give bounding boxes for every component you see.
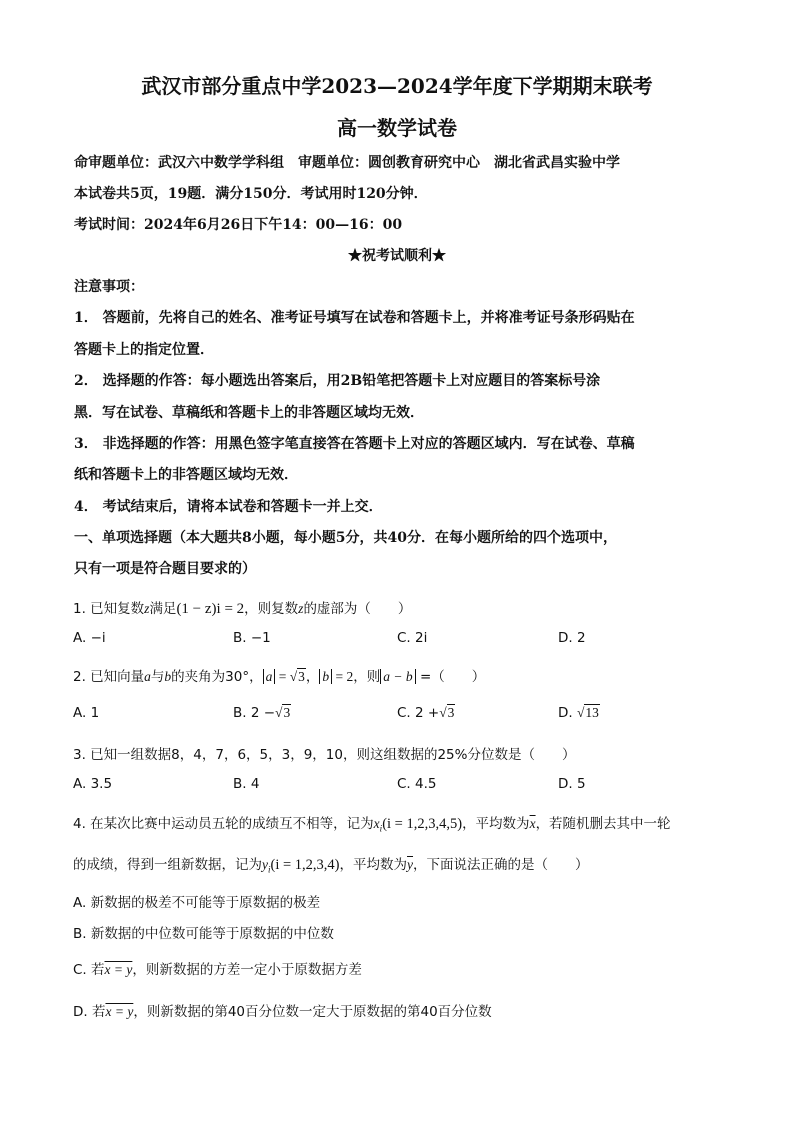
notice-item-2a: 2． 选择题的作答：每小题选出答案后，用2B铅笔把答题卡上对应题目的答案标号涂: [74, 373, 601, 389]
q4-line1-pre: 4. 在某次比赛中运动员五轮的成绩互不相等，记为: [73, 816, 374, 832]
q2-with: 与: [150, 669, 165, 685]
q4-option-d-eq: x = y: [105, 1004, 134, 1019]
q3-option-d: D. 5: [558, 776, 586, 792]
q4-x: x: [373, 816, 380, 831]
q4-y-sub: i: [268, 864, 271, 875]
question-2: [73, 665, 485, 685]
q2-option-b: [233, 705, 291, 721]
q4-option-c-eq: x = y: [104, 962, 133, 977]
q2-eq2: = 2，则: [332, 669, 381, 684]
q4-x-sub: i: [379, 823, 383, 834]
q2-eq3: =（ ）: [415, 669, 486, 685]
q4-option-b: B. 新数据的中位数可能等于原数据的中位数: [73, 926, 334, 942]
meta-time: 考试时间：2024年6月26日下午14：00—16：00: [74, 217, 403, 233]
notice-heading: 注意事项：: [74, 279, 144, 295]
q4-y: y: [262, 857, 268, 872]
notice-item-1a: 1． 答题前，先将自己的姓名、准考证号填写在试卷和答题卡上，并将准考证号条形码贴在: [74, 310, 635, 326]
q1-post2: 的虚部为（ ）: [303, 601, 412, 617]
q2-vec-a: a: [144, 669, 151, 684]
q2-option-d-radicand: 13: [585, 705, 599, 720]
q4-option-d: [73, 1000, 492, 1020]
q2-option-d-text: D.: [558, 705, 573, 721]
q4-option-c-pre: C. 若: [73, 962, 105, 978]
q1-z: z: [144, 601, 150, 616]
q1-option-c: C. 2i: [397, 630, 428, 646]
notice-item-4: 4． 考试结束后，请将本试卷和答题卡一并上交．: [74, 499, 383, 515]
q2-option-c-text: C. 2 +: [397, 705, 440, 721]
q4-option-d-pre: D. 若: [73, 1004, 106, 1020]
section1-heading-b: 只有一项是符合题目要求的）: [74, 561, 256, 577]
q2-angle: 的夹角为30°，: [171, 669, 263, 685]
blessing: ★祝考试顺利★: [348, 248, 446, 264]
q2-eq1: =: [275, 669, 290, 684]
q4-option-c-post: ，则新数据的方差一定小于原数据方差: [132, 962, 362, 978]
q1-option-b: B. −1: [233, 630, 271, 646]
q2-vec-b: b: [164, 669, 172, 684]
q2-option-d: [558, 705, 600, 721]
q1-option-d: D. 2: [558, 630, 586, 646]
q3-option-c: C. 4.5: [397, 776, 437, 792]
q4-line2-pre: 的成绩，得到一组新数据，记为: [73, 857, 262, 873]
meta-authors: 命审题单位：武汉六中数学学科组 审题单位：圆创教育研究中心 湖北省武昌实验中学: [74, 155, 620, 171]
q2-option-c-sqrt: √3: [439, 705, 455, 720]
section1-heading-a: 一、单项选择题（本大题共8小题，每小题5分，共40分．在每小题所给的四个选项中，: [74, 530, 617, 546]
q2-sqrt3: √3: [289, 669, 305, 684]
notice-item-1b: 答题卡上的指定位置．: [74, 342, 214, 358]
q1-equation: (1 − z)i = 2: [176, 601, 245, 617]
q1-mid: 满足: [149, 601, 177, 617]
question-4-line1: [73, 812, 671, 834]
q2-option-c-radicand: 3: [447, 705, 455, 720]
q1-option-a: A. −i: [73, 630, 106, 646]
q4-y-range: (i = 1,2,3,4): [270, 857, 340, 873]
q3-option-a: A. 3.5: [73, 776, 113, 792]
q4-option-d-post: ，则新数据的第40百分位数一定大于原数据的第40百分位数: [133, 1004, 492, 1020]
q2-option-b-text: B. 2 −: [233, 705, 276, 721]
q1-prefix: 1. 已知复数: [73, 601, 145, 617]
q4-line1-post: ，若随机删去其中一轮: [535, 816, 671, 832]
question-4-line2: [73, 853, 589, 875]
q2-abs-b: b: [319, 669, 332, 684]
question-3: 3. 已知一组数据8，4，7，6，5，3，9，10，则这组数据的25%分位数是（ ）: [73, 747, 576, 763]
exam-subtitle: 高一数学试卷: [337, 116, 457, 140]
q2-prefix: 2. 已知向量: [73, 669, 145, 685]
notice-item-2b: 黑．写在试卷、草稿纸和答题卡上的非答题区域均无效．: [74, 405, 424, 421]
exam-title: 武汉市部分重点中学2023—2024学年度下学期期末联考: [141, 74, 653, 98]
q4-y-bar: $\overline{y}$: [407, 857, 414, 872]
q4-line1-mid: ，平均数为: [462, 816, 530, 832]
q2-option-b-sqrt: √3: [275, 705, 291, 720]
q2-option-b-radicand: 3: [283, 705, 291, 720]
q2-comma: ，: [305, 669, 320, 685]
notice-item-3a: 3． 非选择题的作答：用黑色签字笔直接答在答题卡上对应的答题区域内．写在试卷、草稿: [74, 436, 635, 452]
q4-x-range: (i = 1,2,3,4,5): [382, 816, 463, 832]
q3-option-b: B. 4: [233, 776, 260, 792]
meta-length: 本试卷共5页，19题．满分150分．考试用时120分钟．: [74, 186, 428, 202]
q2-option-a: A. 1: [73, 705, 100, 721]
q2-abs-a: a: [263, 669, 276, 684]
q4-line2-post: ，下面说法正确的是（ ）: [413, 857, 589, 873]
q2-option-c: [397, 705, 455, 721]
question-1: [73, 597, 411, 618]
q1-post: ，则复数: [244, 601, 299, 617]
notice-item-3b: 纸和答题卡上的非答题区域均无效．: [74, 467, 298, 483]
q4-line2-mid: ，平均数为: [339, 857, 408, 873]
q4-x-bar: $\overline{x}$: [529, 816, 536, 831]
q2-abs-diff: a − b: [380, 669, 415, 684]
q1-z2: z: [298, 601, 304, 616]
q4-option-c: [73, 958, 362, 978]
q2-sqrt3-radicand: 3: [298, 669, 305, 684]
q2-option-d-sqrt: √13: [576, 705, 599, 720]
q4-option-a: A. 新数据的极差不可能等于原数据的极差: [73, 895, 321, 911]
